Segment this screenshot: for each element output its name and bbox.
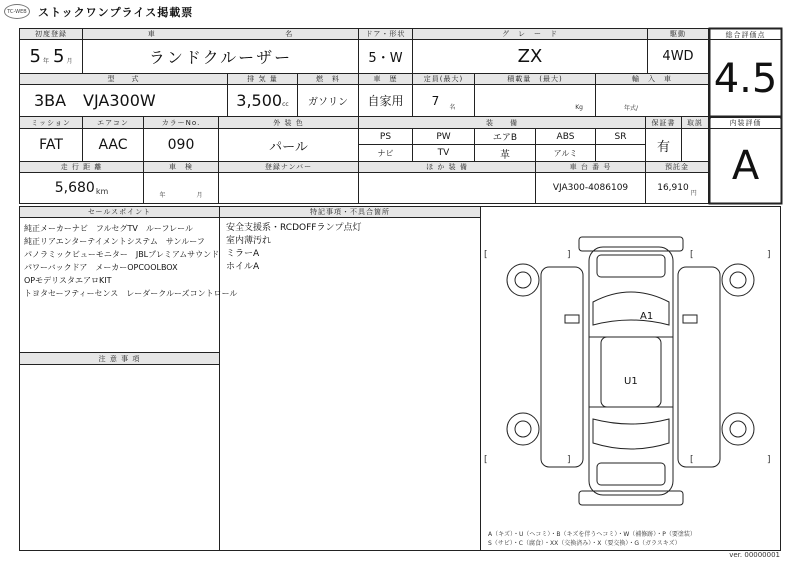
list-item: ミラーA (226, 249, 260, 259)
exterior-color-value: パール (269, 139, 308, 155)
eq-value-sr (596, 145, 645, 161)
sales-points-list (24, 222, 237, 300)
aircon-header: エアコン (83, 117, 143, 128)
inspection-value: 年 月 (159, 191, 203, 199)
eq-value-tv: TV (437, 148, 450, 158)
deposit-value: 16,910 円 (657, 183, 697, 197)
fuel-header: 燃 料 (298, 74, 358, 84)
door-type-value: 5・W (368, 51, 403, 66)
car-name-value: ランドクルーザー (148, 48, 293, 67)
plate-header: 登録ナンバー (219, 162, 358, 172)
eq-value-alloy: アルミ (553, 148, 578, 158)
list-item: 安全支援系・RCDOFFランプ点灯 (226, 223, 362, 233)
mileage-header: 走 行 距 離 (20, 162, 143, 172)
list-item: OPモデリスタエアロKIT (24, 276, 112, 285)
list-item: トヨタセーフティーセンス レーダークルーズコントロール (24, 289, 238, 298)
bracket-fl-close: ] (567, 250, 571, 260)
bracket-rr-close: ] (767, 455, 771, 465)
car-name-header: 車 名 (83, 29, 358, 39)
color-no-value: 090 (167, 137, 195, 153)
displacement-value: 3,500 cc (236, 91, 289, 110)
notes-list (226, 222, 361, 274)
vehicle-damage-diagram (481, 207, 780, 529)
list-item: パノラミックビューモニター JBLプレミアムサウンド (24, 250, 220, 259)
bracket-fr-open: [ (690, 250, 694, 260)
equipment-header: 装 備 (359, 117, 645, 128)
bracket-rl-close: ] (567, 455, 571, 465)
import-header: 輸 入 車 (596, 74, 708, 84)
manual-header: 取説 (682, 117, 708, 128)
warranty-value: 有 (656, 139, 670, 155)
eq-label-ps: PS (379, 131, 392, 142)
legend-line: A（キズ）・U（ヘコミ）・B（キズを伴うヘコミ）・W（補修跡）・P（要塗装） (488, 531, 696, 538)
eq-label-abs: ABS (556, 131, 575, 142)
chassis-header: 車 台 番 号 (536, 162, 645, 172)
warranty-header: 保証書 (646, 117, 681, 128)
notes-header: 特記事項・不具合箇所 (220, 207, 480, 217)
eq-label-airbag: エアB (492, 133, 518, 143)
model-value: VJA300W (83, 91, 156, 110)
fuel-value: ガソリン (308, 97, 348, 108)
overall-score-value: 4.5 (713, 55, 778, 102)
caution-header: 注 意 事 項 (20, 353, 219, 364)
load-value: Kg (575, 104, 583, 111)
list-item: 純正メーカーナビ フルセグTV ルーフレール (24, 224, 193, 233)
damage-mark-a1: A1 (640, 311, 654, 322)
tc-web-logo: TC-WEB (4, 4, 30, 19)
bracket-rr-open: [ (690, 455, 694, 465)
inspection-header: 車 検 (144, 162, 218, 172)
version-label: ver. 00000001 (729, 551, 780, 559)
aircon-value: AAC (98, 137, 128, 153)
color-no-header: カラーNo. (144, 117, 218, 128)
mission-value: FAT (39, 137, 63, 153)
eq-label-sr: SR (614, 131, 627, 142)
capacity-header: 定員(最大) (413, 74, 474, 84)
overall-score-header: 総合評価点 (711, 30, 780, 39)
bracket-fl-open: [ (484, 250, 488, 260)
damage-legend (488, 530, 696, 548)
other-equipment-header: ほ か 装 備 (359, 162, 535, 172)
grade-header: グ レ ー ド (413, 29, 647, 39)
legend-line: S（サビ）・C（腐食）・XX（交換済み）・X（要交換）・G（ガラスキズ） (488, 540, 681, 547)
list-item: パワーバックドア メーカーOPCOOLBOX (24, 263, 178, 272)
document-title: ストックワンプライス掲載票 (38, 6, 194, 19)
bracket-fr-close: ] (767, 250, 771, 260)
first-registration-value: 5 年 5 月 (29, 46, 73, 67)
capacity-value: 7 名 (431, 93, 456, 111)
mission-header: ミッション (20, 117, 82, 128)
load-header: 積載量 (最大) (475, 74, 595, 84)
history-value: 自家用 (367, 94, 404, 108)
bracket-rl-open: [ (484, 455, 488, 465)
sales-points-header: セールスポイント (20, 207, 219, 217)
eq-value-navi: ナビ (377, 148, 394, 158)
import-value: 年式/ (624, 105, 639, 112)
drive-header: 駆動 (648, 29, 708, 39)
drive-value: 4WD (662, 49, 694, 64)
history-header: 車 歴 (359, 74, 412, 84)
displacement-header: 排 気 量 (228, 74, 297, 84)
exterior-color-header: 外 装 色 (219, 117, 358, 128)
eq-value-leather: 革 (500, 149, 510, 161)
list-item: 室内薄汚れ (226, 236, 272, 246)
interior-score-value: A (731, 143, 760, 189)
list-item: 純正リアエンターテイメントシステム サンルーフ (24, 237, 205, 246)
grade-value: ZX (517, 46, 543, 67)
model-header: 型 式 (20, 74, 227, 84)
deposit-header: 預託金 (646, 162, 708, 172)
list-item: ホイルA (226, 262, 260, 272)
damage-mark-u1: U1 (624, 376, 638, 387)
chassis-number-value: VJA300-4086109 (552, 183, 629, 193)
door-type-header: ドア・形状 (359, 29, 412, 39)
model-prefix-value: 3BA (33, 91, 67, 110)
interior-score-header: 内装評価 (711, 118, 780, 128)
eq-label-pw: PW (436, 131, 451, 142)
mileage-value: 5,680 km (54, 180, 109, 196)
first-reg-header: 初度登録 (20, 29, 82, 39)
